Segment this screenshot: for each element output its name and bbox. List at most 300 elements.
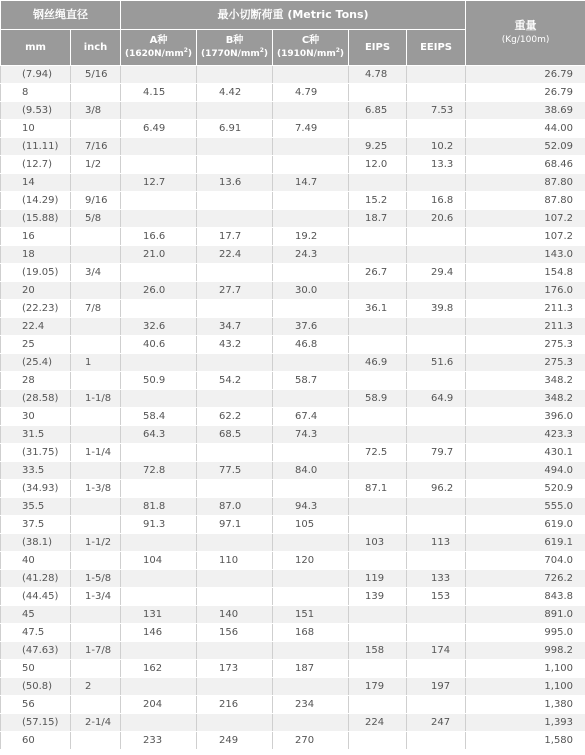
cell-mm: 47.5 <box>1 624 71 642</box>
cell-eeips <box>407 606 466 624</box>
cell-grade-c: 270 <box>273 732 349 750</box>
cell-weight: 348.2 <box>466 390 585 408</box>
table-row <box>1 408 585 426</box>
cell-grade-a <box>121 444 197 462</box>
cell-inch: 5/16 <box>71 66 121 84</box>
cell-inch <box>71 552 121 570</box>
cell-inch: 1-1/8 <box>71 390 121 408</box>
cell-eips <box>349 372 407 390</box>
cell-grade-b: 87.0 <box>197 498 273 516</box>
cell-eeips: 96.2 <box>407 480 466 498</box>
cell-weight: 52.09 <box>466 138 585 156</box>
cell-grade-c <box>273 138 349 156</box>
cell-grade-a: 58.4 <box>121 408 197 426</box>
grade-c-spec-text: (1910N/mm <box>276 49 336 59</box>
cell-mm: (57.15) <box>1 714 71 732</box>
cell-eips <box>349 336 407 354</box>
cell-mm: 60 <box>1 732 71 750</box>
cell-mm: 37.5 <box>1 516 71 534</box>
cell-grade-c: 67.4 <box>273 408 349 426</box>
cell-grade-b <box>197 642 273 660</box>
cell-grade-c <box>273 66 349 84</box>
cell-weight: 704.0 <box>466 552 585 570</box>
cell-eips <box>349 462 407 480</box>
cell-grade-c <box>273 300 349 318</box>
cell-mm: 16 <box>1 228 71 246</box>
cell-grade-b <box>197 300 273 318</box>
cell-grade-b: 77.5 <box>197 462 273 480</box>
cell-weight: 26.79 <box>466 84 585 102</box>
cell-grade-a: 6.49 <box>121 120 197 138</box>
cell-eeips: 29.4 <box>407 264 466 282</box>
table-row <box>1 102 585 120</box>
cell-inch <box>71 84 121 102</box>
cell-eips <box>349 174 407 192</box>
cell-inch: 3/8 <box>71 102 121 120</box>
cell-inch <box>71 372 121 390</box>
cell-mm: (47.63) <box>1 642 71 660</box>
cell-eips <box>349 516 407 534</box>
cell-mm: 10 <box>1 120 71 138</box>
cell-grade-c: 94.3 <box>273 498 349 516</box>
cell-grade-c <box>273 102 349 120</box>
cell-eeips: 153 <box>407 588 466 606</box>
cell-weight: 87.80 <box>466 174 585 192</box>
cell-inch <box>71 696 121 714</box>
cell-weight: 430.1 <box>466 444 585 462</box>
table-row <box>1 192 585 210</box>
cell-mm: (19.05) <box>1 264 71 282</box>
cell-grade-c <box>273 354 349 372</box>
header-grade-a-label: A种 <box>149 35 168 46</box>
cell-mm: (44.45) <box>1 588 71 606</box>
cell-grade-b <box>197 138 273 156</box>
cell-inch: 1-1/2 <box>71 534 121 552</box>
cell-inch <box>71 426 121 444</box>
cell-grade-c: 105 <box>273 516 349 534</box>
cell-eeips: 16.8 <box>407 192 466 210</box>
cell-mm: (38.1) <box>1 534 71 552</box>
cell-grade-a: 32.6 <box>121 318 197 336</box>
cell-eips <box>349 84 407 102</box>
cell-grade-c <box>273 264 349 282</box>
header-mm: mm <box>1 30 71 66</box>
cell-grade-a <box>121 210 197 228</box>
table-row <box>1 372 585 390</box>
cell-grade-a: 21.0 <box>121 246 197 264</box>
table-row <box>1 264 585 282</box>
cell-mm: 14 <box>1 174 71 192</box>
cell-grade-a <box>121 714 197 732</box>
cell-grade-c: 19.2 <box>273 228 349 246</box>
cell-grade-b <box>197 390 273 408</box>
cell-eeips <box>407 246 466 264</box>
cell-eeips <box>407 282 466 300</box>
cell-mm: (12.7) <box>1 156 71 174</box>
cell-weight: 1,100 <box>466 660 585 678</box>
table-body <box>1 66 585 750</box>
cell-grade-b: 22.4 <box>197 246 273 264</box>
cell-weight: 154.8 <box>466 264 585 282</box>
table-row <box>1 732 585 750</box>
cell-weight: 107.2 <box>466 228 585 246</box>
cell-inch: 1/2 <box>71 156 121 174</box>
header-weight <box>466 1 585 66</box>
cell-grade-b <box>197 714 273 732</box>
cell-mm: (34.93) <box>1 480 71 498</box>
cell-inch: 1-3/8 <box>71 480 121 498</box>
cell-eeips <box>407 624 466 642</box>
cell-grade-c <box>273 570 349 588</box>
cell-grade-a: 72.8 <box>121 462 197 480</box>
cell-inch <box>71 732 121 750</box>
cell-grade-a <box>121 480 197 498</box>
cell-weight: 44.00 <box>466 120 585 138</box>
cell-grade-b: 110 <box>197 552 273 570</box>
cell-eeips <box>407 732 466 750</box>
cell-grade-b: 156 <box>197 624 273 642</box>
cell-eeips: 197 <box>407 678 466 696</box>
cell-eeips <box>407 318 466 336</box>
header-grade-a-spec <box>121 48 196 60</box>
grade-c-spec-exp: 2 <box>335 47 340 54</box>
cell-mm: 25 <box>1 336 71 354</box>
cell-eeips: 20.6 <box>407 210 466 228</box>
cell-grade-b <box>197 678 273 696</box>
cell-inch <box>71 318 121 336</box>
grade-b-spec-close: ) <box>263 49 269 59</box>
cell-weight: 176.0 <box>466 282 585 300</box>
cell-eeips <box>407 120 466 138</box>
header-weight-unit: (Kg/100m) <box>501 35 550 45</box>
cell-weight: 275.3 <box>466 336 585 354</box>
cell-inch: 7/16 <box>71 138 121 156</box>
cell-eeips: 64.9 <box>407 390 466 408</box>
cell-eips: 12.0 <box>349 156 407 174</box>
cell-eeips <box>407 228 466 246</box>
cell-eips: 224 <box>349 714 407 732</box>
cell-grade-a <box>121 390 197 408</box>
cell-inch: 5/8 <box>71 210 121 228</box>
cell-grade-b <box>197 480 273 498</box>
cell-weight: 211.3 <box>466 300 585 318</box>
cell-eips: 103 <box>349 534 407 552</box>
cell-grade-c <box>273 678 349 696</box>
cell-grade-c: 4.79 <box>273 84 349 102</box>
cell-eips <box>349 660 407 678</box>
cell-grade-b: 4.42 <box>197 84 273 102</box>
cell-grade-a <box>121 534 197 552</box>
cell-grade-b <box>197 264 273 282</box>
cell-weight: 348.2 <box>466 372 585 390</box>
cell-grade-c: 168 <box>273 624 349 642</box>
cell-grade-b: 17.7 <box>197 228 273 246</box>
cell-eeips <box>407 426 466 444</box>
cell-eips <box>349 696 407 714</box>
header-grade-b-label: B种 <box>225 35 244 46</box>
cell-weight: 68.46 <box>466 156 585 174</box>
cell-grade-a: 204 <box>121 696 197 714</box>
cell-eips: 179 <box>349 678 407 696</box>
cell-grade-c: 7.49 <box>273 120 349 138</box>
cell-grade-b <box>197 444 273 462</box>
header-eips: EIPS <box>349 30 407 66</box>
cell-eips: 87.1 <box>349 480 407 498</box>
cell-grade-b: 62.2 <box>197 408 273 426</box>
cell-eeips: 174 <box>407 642 466 660</box>
cell-grade-c <box>273 156 349 174</box>
cell-grade-a: 146 <box>121 624 197 642</box>
table-row <box>1 570 585 588</box>
cell-inch <box>71 336 121 354</box>
cell-weight: 26.79 <box>466 66 585 84</box>
cell-grade-a: 4.15 <box>121 84 197 102</box>
cell-eips <box>349 552 407 570</box>
cell-weight: 1,393 <box>466 714 585 732</box>
cell-weight: 619.1 <box>466 534 585 552</box>
cell-mm: 20 <box>1 282 71 300</box>
cell-grade-b: 97.1 <box>197 516 273 534</box>
table-row <box>1 138 585 156</box>
cell-weight: 107.2 <box>466 210 585 228</box>
cell-mm: 31.5 <box>1 426 71 444</box>
cell-eips: 158 <box>349 642 407 660</box>
cell-eips: 72.5 <box>349 444 407 462</box>
cell-mm: 50 <box>1 660 71 678</box>
cell-grade-a <box>121 66 197 84</box>
cell-inch <box>71 246 121 264</box>
cell-mm: (7.94) <box>1 66 71 84</box>
cell-grade-c: 151 <box>273 606 349 624</box>
cell-eips: 36.1 <box>349 300 407 318</box>
cell-grade-b: 216 <box>197 696 273 714</box>
cell-eeips: 247 <box>407 714 466 732</box>
cell-grade-b: 249 <box>197 732 273 750</box>
cell-inch <box>71 228 121 246</box>
cell-inch: 1-5/8 <box>71 570 121 588</box>
table-row <box>1 588 585 606</box>
cell-grade-a <box>121 138 197 156</box>
table-row <box>1 462 585 480</box>
cell-eips <box>349 426 407 444</box>
header-diameter-group: 钢丝绳直径 <box>1 1 121 30</box>
cell-eeips <box>407 516 466 534</box>
cell-eips: 46.9 <box>349 354 407 372</box>
cell-weight: 520.9 <box>466 480 585 498</box>
header-grade-c-label: C种 <box>301 35 320 46</box>
header-inch: inch <box>71 30 121 66</box>
table-row <box>1 120 585 138</box>
cell-eips: 4.78 <box>349 66 407 84</box>
grade-b-spec-text: (1770N/mm <box>200 49 260 59</box>
cell-eips: 119 <box>349 570 407 588</box>
cell-mm: 28 <box>1 372 71 390</box>
cell-mm: 56 <box>1 696 71 714</box>
cell-eeips: 79.7 <box>407 444 466 462</box>
cell-eips <box>349 120 407 138</box>
cell-weight: 38.69 <box>466 102 585 120</box>
cell-mm: 45 <box>1 606 71 624</box>
table-row <box>1 642 585 660</box>
cell-weight: 211.3 <box>466 318 585 336</box>
cell-mm: (22.23) <box>1 300 71 318</box>
cell-grade-a: 233 <box>121 732 197 750</box>
cell-inch: 1-3/4 <box>71 588 121 606</box>
cell-weight: 1,580 <box>466 732 585 750</box>
cell-eips: 26.7 <box>349 264 407 282</box>
cell-grade-a <box>121 678 197 696</box>
cell-grade-b <box>197 210 273 228</box>
cell-grade-c: 84.0 <box>273 462 349 480</box>
cell-mm: 33.5 <box>1 462 71 480</box>
cell-grade-a <box>121 354 197 372</box>
cell-inch: 2-1/4 <box>71 714 121 732</box>
cell-eeips <box>407 462 466 480</box>
header-eeips: EEIPS <box>407 30 466 66</box>
cell-eips <box>349 318 407 336</box>
cell-inch: 1 <box>71 354 121 372</box>
cell-mm: (41.28) <box>1 570 71 588</box>
cell-weight: 726.2 <box>466 570 585 588</box>
cell-grade-c <box>273 390 349 408</box>
table-row <box>1 660 585 678</box>
table-row <box>1 282 585 300</box>
cell-grade-b <box>197 354 273 372</box>
cell-grade-c <box>273 444 349 462</box>
cell-grade-c <box>273 588 349 606</box>
cell-mm: (11.11) <box>1 138 71 156</box>
cell-grade-a: 64.3 <box>121 426 197 444</box>
table-row <box>1 606 585 624</box>
cell-grade-a <box>121 570 197 588</box>
cell-grade-a: 12.7 <box>121 174 197 192</box>
cell-eeips <box>407 84 466 102</box>
grade-a-spec-exp: 2 <box>183 47 188 54</box>
table-row <box>1 174 585 192</box>
cell-eeips: 39.8 <box>407 300 466 318</box>
header-load-group: 最小切断荷重 (Metric Tons) <box>121 1 466 30</box>
table-row <box>1 714 585 732</box>
cell-eips: 18.7 <box>349 210 407 228</box>
cell-eeips <box>407 696 466 714</box>
cell-inch <box>71 606 121 624</box>
cell-inch <box>71 174 121 192</box>
cell-inch: 7/8 <box>71 300 121 318</box>
cell-grade-a: 104 <box>121 552 197 570</box>
table-row <box>1 300 585 318</box>
cell-eeips <box>407 372 466 390</box>
cell-grade-c: 234 <box>273 696 349 714</box>
cell-grade-c <box>273 642 349 660</box>
cell-eeips: 13.3 <box>407 156 466 174</box>
cell-eeips: 51.6 <box>407 354 466 372</box>
cell-grade-a: 81.8 <box>121 498 197 516</box>
table-row <box>1 336 585 354</box>
cell-inch <box>71 282 121 300</box>
cell-inch <box>71 408 121 426</box>
header-weight-title: 重量 <box>514 19 537 32</box>
table-row <box>1 390 585 408</box>
cell-eips <box>349 606 407 624</box>
cell-eips <box>349 228 407 246</box>
cell-inch <box>71 498 121 516</box>
cell-eeips <box>407 552 466 570</box>
cell-grade-a: 162 <box>121 660 197 678</box>
table-header <box>1 1 585 66</box>
cell-mm: 18 <box>1 246 71 264</box>
cell-grade-b <box>197 570 273 588</box>
cell-eeips: 10.2 <box>407 138 466 156</box>
cell-eeips: 133 <box>407 570 466 588</box>
table-row <box>1 498 585 516</box>
cell-inch <box>71 120 121 138</box>
cell-grade-c: 46.8 <box>273 336 349 354</box>
cell-grade-a <box>121 642 197 660</box>
cell-mm: 30 <box>1 408 71 426</box>
cell-eips <box>349 246 407 264</box>
table-row <box>1 624 585 642</box>
cell-mm: (31.75) <box>1 444 71 462</box>
cell-grade-c <box>273 534 349 552</box>
cell-eeips <box>407 174 466 192</box>
cell-eips: 15.2 <box>349 192 407 210</box>
cell-mm: (28.58) <box>1 390 71 408</box>
cell-grade-b: 6.91 <box>197 120 273 138</box>
cell-inch <box>71 660 121 678</box>
cell-grade-b <box>197 102 273 120</box>
cell-mm: 22.4 <box>1 318 71 336</box>
table-row <box>1 678 585 696</box>
cell-eips: 139 <box>349 588 407 606</box>
grade-a-spec-close: ) <box>187 49 193 59</box>
cell-grade-a <box>121 192 197 210</box>
cell-inch: 2 <box>71 678 121 696</box>
header-grade-c <box>273 30 349 66</box>
cell-eips <box>349 624 407 642</box>
cell-grade-c: 37.6 <box>273 318 349 336</box>
cell-grade-c: 14.7 <box>273 174 349 192</box>
cell-eips <box>349 408 407 426</box>
cell-eeips <box>407 66 466 84</box>
table-row <box>1 156 585 174</box>
cell-mm: (50.8) <box>1 678 71 696</box>
header-grade-c-spec <box>273 48 348 60</box>
table-row <box>1 516 585 534</box>
cell-grade-c: 24.3 <box>273 246 349 264</box>
table-row <box>1 534 585 552</box>
cell-grade-c: 58.7 <box>273 372 349 390</box>
cell-mm: 8 <box>1 84 71 102</box>
table-row <box>1 480 585 498</box>
cell-weight: 87.80 <box>466 192 585 210</box>
cell-eips <box>349 732 407 750</box>
header-grade-b-spec <box>197 48 272 60</box>
cell-mm: (9.53) <box>1 102 71 120</box>
cell-weight: 423.3 <box>466 426 585 444</box>
cell-grade-a: 16.6 <box>121 228 197 246</box>
header-grade-b <box>197 30 273 66</box>
cell-eeips: 113 <box>407 534 466 552</box>
cell-grade-b <box>197 192 273 210</box>
table-row <box>1 354 585 372</box>
cell-eeips <box>407 408 466 426</box>
table-row <box>1 444 585 462</box>
cell-eeips <box>407 336 466 354</box>
cell-grade-a <box>121 300 197 318</box>
cell-grade-b: 140 <box>197 606 273 624</box>
cell-mm: (15.88) <box>1 210 71 228</box>
table-row <box>1 696 585 714</box>
